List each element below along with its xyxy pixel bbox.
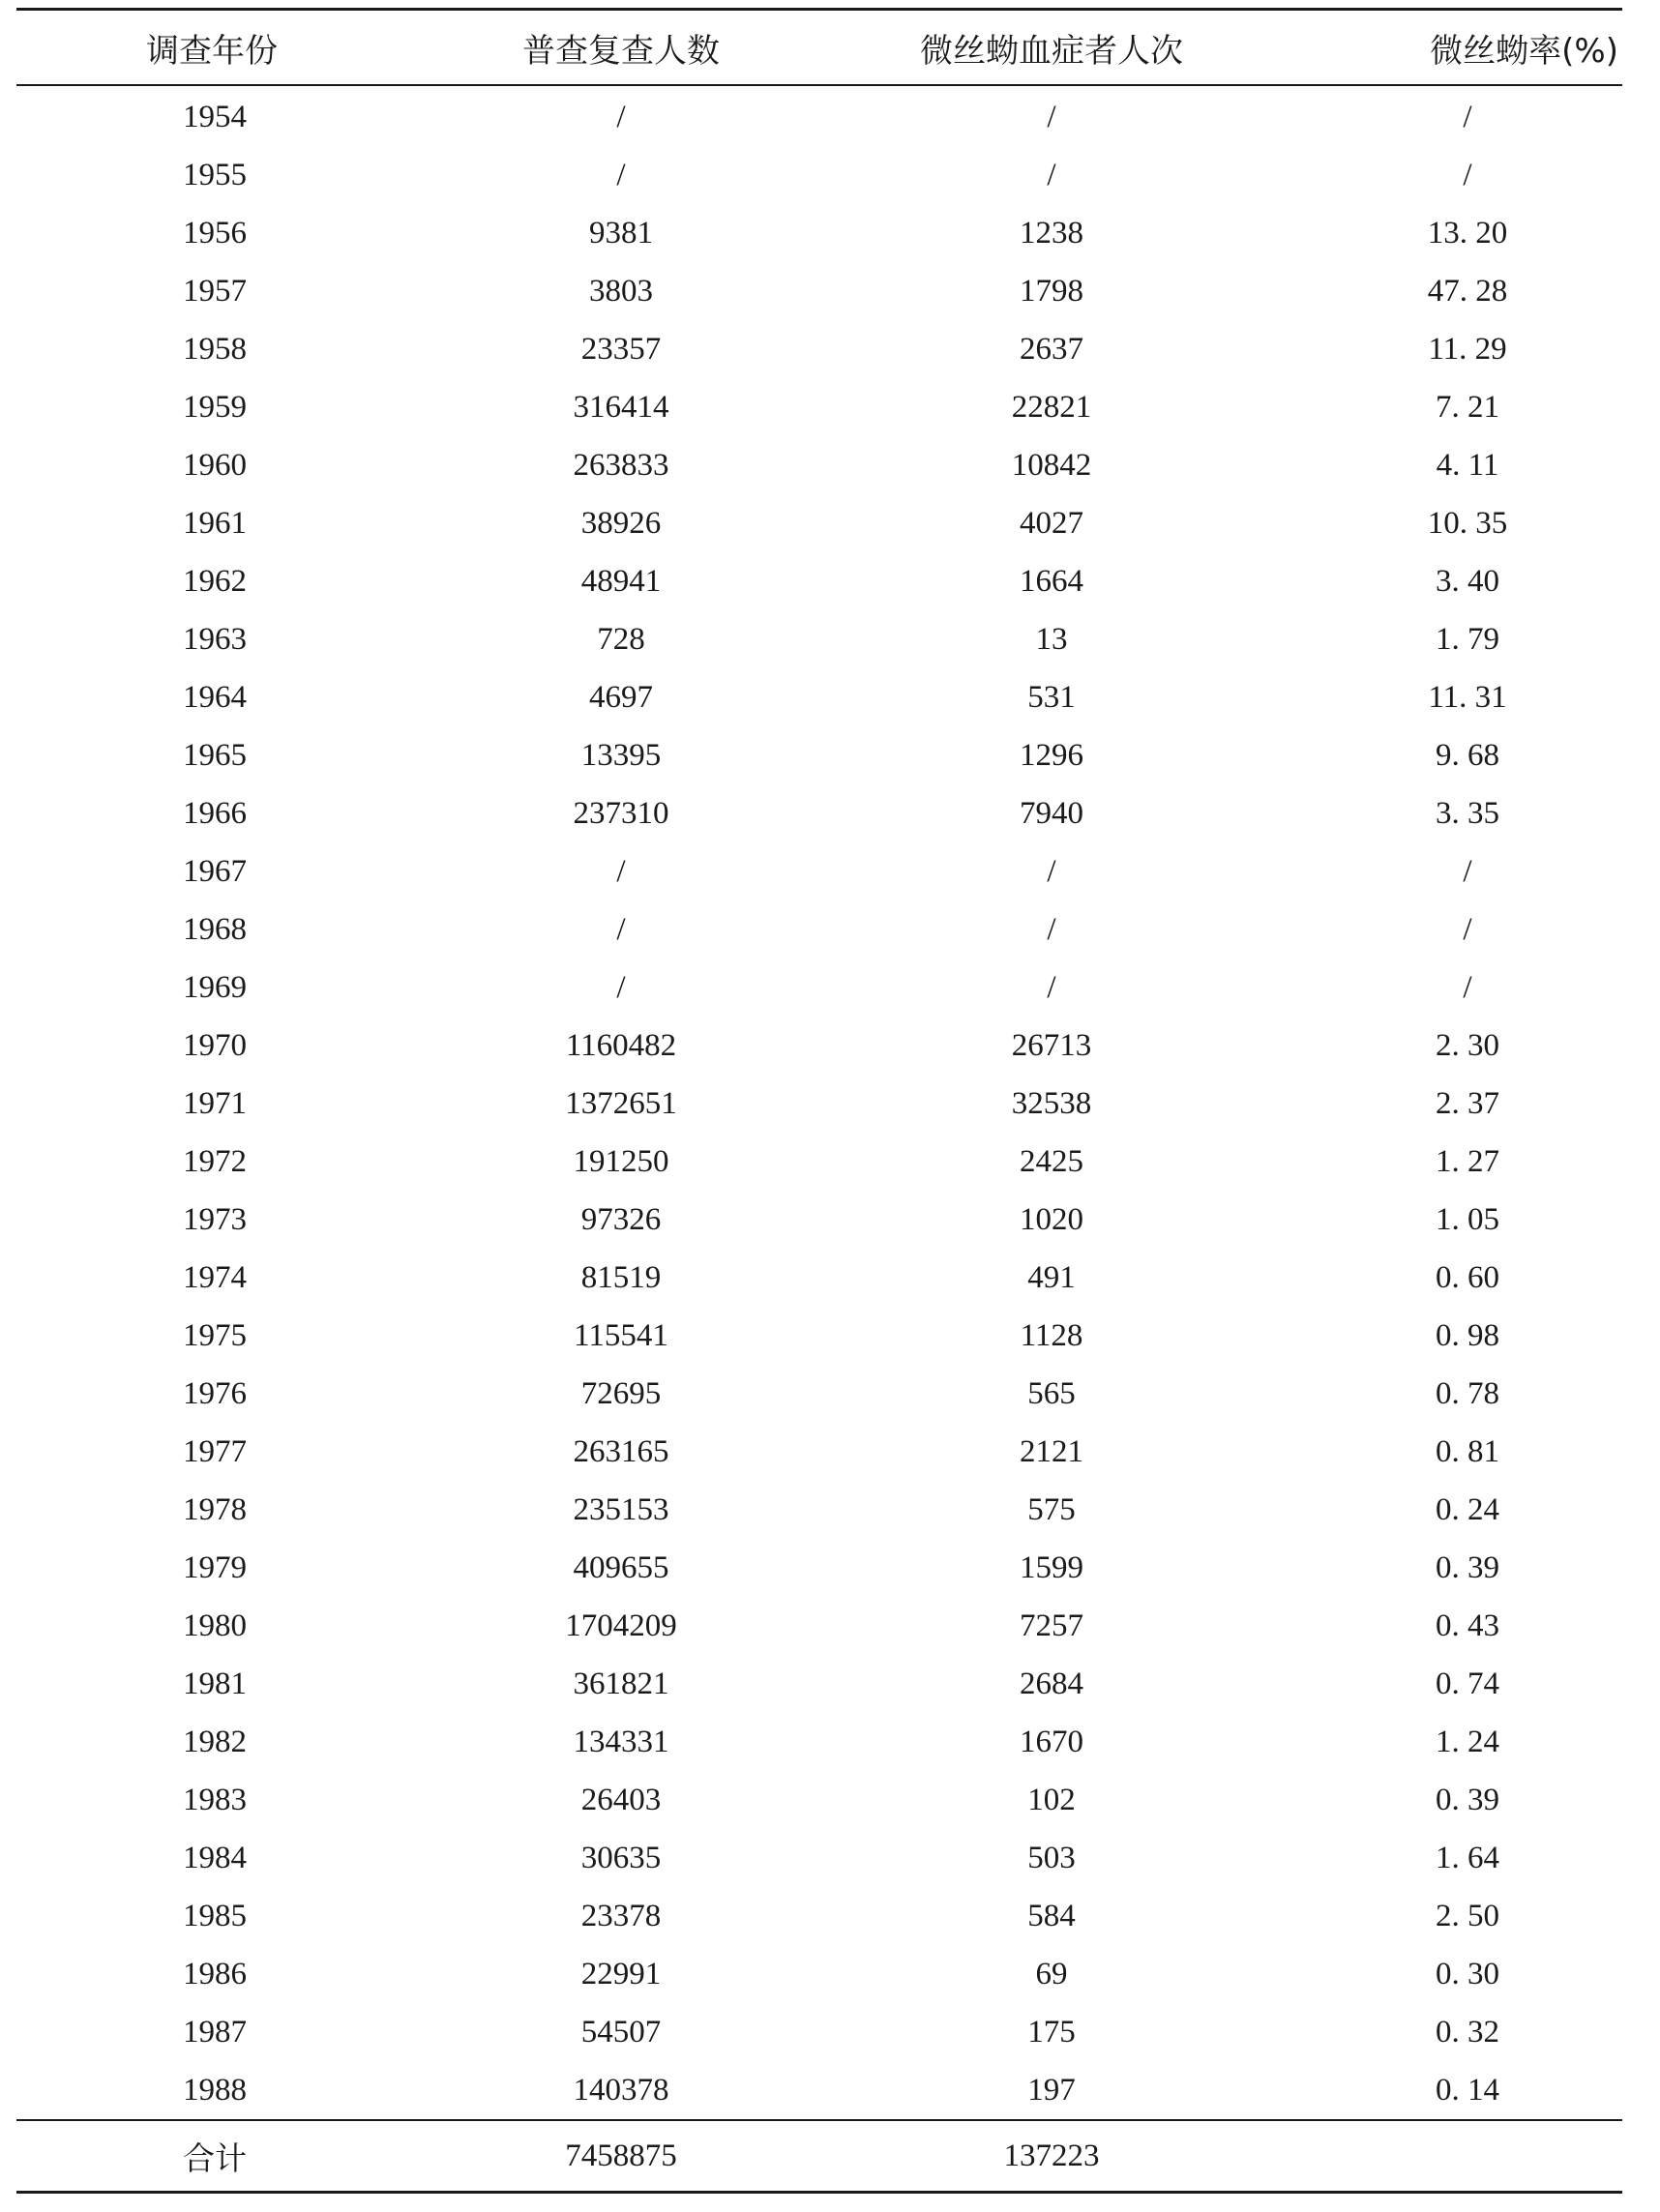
cell-microfilaria-rate: / (1463, 969, 1472, 1005)
table-footer (16, 2120, 1622, 2193)
cell-microfilaria-rate: 1. 24 (1436, 1724, 1499, 1759)
cell-microfilaremia-cases: 1664 (1020, 563, 1083, 599)
cell-microfilaremia-cases: 575 (1027, 1491, 1076, 1527)
cell-people-surveyed: 9381 (589, 215, 653, 251)
cell-people-surveyed: 81519 (580, 1259, 662, 1295)
cell-year: 1971 (183, 1085, 247, 1121)
cell-people-surveyed: / (616, 157, 626, 192)
cell-people-surveyed: 30635 (580, 1840, 662, 1875)
table-row (16, 320, 1622, 378)
table-row (16, 494, 1622, 552)
table-row (16, 378, 1622, 436)
table-row (16, 1887, 1622, 1945)
cell-people-surveyed: / (616, 969, 626, 1005)
cell-people-surveyed: 316414 (573, 389, 669, 425)
cell-people-surveyed: 13395 (580, 737, 662, 773)
cell-microfilaremia-cases: 10842 (1011, 447, 1092, 483)
table-row (16, 2061, 1622, 2120)
table-row (16, 262, 1622, 320)
cell-people-surveyed: 38926 (580, 505, 662, 541)
data-table-container (16, 8, 1622, 2194)
table-row (16, 1017, 1622, 1075)
cell-microfilaremia-cases: 1128 (1020, 1317, 1083, 1353)
table-row (16, 1133, 1622, 1191)
table-row (16, 1597, 1622, 1655)
cell-year: 1960 (183, 447, 247, 483)
cell-microfilaria-rate: / (1463, 853, 1472, 889)
table-body (16, 85, 1622, 2120)
cell-year: 1956 (183, 215, 247, 251)
cell-people-surveyed: 72695 (580, 1375, 662, 1411)
cell-people-surveyed: 140378 (573, 2072, 669, 2108)
cell-people-surveyed: 97326 (580, 1201, 662, 1237)
cell-microfilaria-rate: 0. 24 (1436, 1491, 1499, 1527)
cell-year: 1983 (183, 1782, 247, 1817)
table-row (16, 1191, 1622, 1249)
cell-microfilaria-rate: 0. 39 (1436, 1782, 1499, 1817)
cell-microfilaria-rate: 11. 31 (1428, 679, 1507, 715)
cell-people-surveyed: 361821 (573, 1666, 669, 1701)
cell-year: 1964 (183, 679, 247, 715)
table-row (16, 1771, 1622, 1829)
cell-microfilaremia-cases: 2425 (1020, 1143, 1083, 1179)
table-row (16, 784, 1622, 842)
table-row (16, 1423, 1622, 1481)
cell-year: 1958 (183, 331, 247, 367)
cell-people-surveyed: 1160482 (565, 1027, 677, 1063)
cell-year: 1978 (183, 1491, 247, 1527)
table-row (16, 436, 1622, 494)
cell-microfilaremia-cases: 69 (1035, 1956, 1068, 1991)
table-row (16, 1539, 1622, 1597)
cell-year: 1972 (183, 1143, 247, 1179)
header-row (16, 10, 1622, 86)
table-row (16, 726, 1622, 784)
cell-year: 1970 (183, 1027, 247, 1063)
cell-year: 1965 (183, 737, 247, 773)
table-row (16, 610, 1622, 668)
cell-microfilaria-rate: / (1463, 911, 1472, 947)
table-row (16, 1365, 1622, 1423)
cell-microfilaremia-cases: 565 (1027, 1375, 1076, 1411)
cell-microfilaria-rate: 1. 05 (1436, 1201, 1499, 1237)
cell-year: 1957 (183, 273, 247, 309)
cell-year: 1981 (183, 1666, 247, 1701)
cell-year: 1955 (183, 157, 247, 192)
total-microfilaria-rate (1274, 2120, 1622, 2193)
cell-microfilaria-rate: 0. 39 (1436, 1549, 1499, 1585)
cell-microfilaria-rate: 47. 28 (1427, 273, 1508, 309)
cell-people-surveyed: 22991 (580, 1956, 662, 1991)
filariasis-survey-table (16, 8, 1622, 2194)
cell-microfilaria-rate: 1. 79 (1436, 621, 1499, 657)
cell-microfilaremia-cases: / (1047, 853, 1056, 889)
table-row (16, 552, 1622, 610)
cell-microfilaria-rate: 11. 29 (1428, 331, 1507, 367)
table-row (16, 1655, 1622, 1713)
cell-people-surveyed: 1372651 (565, 1085, 677, 1121)
cell-microfilaria-rate: 0. 14 (1436, 2072, 1499, 2108)
cell-people-surveyed: 23378 (580, 1898, 662, 1933)
table-row (16, 204, 1622, 262)
cell-year: 1968 (183, 911, 247, 947)
cell-microfilaria-rate: 1. 27 (1436, 1143, 1499, 1179)
cell-people-surveyed: 48941 (580, 563, 662, 599)
total-microfilaremia-cases: 137223 (829, 2120, 1274, 2193)
table-row (16, 1481, 1622, 1539)
cell-microfilaremia-cases: 2684 (1020, 1666, 1083, 1701)
cell-year: 1986 (183, 1956, 247, 1991)
cell-microfilaremia-cases: 1798 (1020, 273, 1083, 309)
cell-microfilaremia-cases: 175 (1027, 2014, 1076, 2050)
table-row (16, 1307, 1622, 1365)
cell-microfilaremia-cases: 102 (1027, 1782, 1076, 1817)
cell-year: 1980 (183, 1607, 247, 1643)
cell-microfilaria-rate: 10. 35 (1427, 505, 1508, 541)
table-row (16, 1249, 1622, 1307)
cell-microfilaria-rate: 0. 81 (1436, 1433, 1499, 1469)
cell-microfilaremia-cases: / (1047, 157, 1056, 192)
cell-people-surveyed: / (616, 853, 626, 889)
cell-microfilaremia-cases: / (1047, 99, 1056, 134)
cell-microfilaria-rate: 0. 32 (1436, 2014, 1499, 2050)
cell-people-surveyed: 115541 (574, 1317, 668, 1353)
cell-year: 1975 (183, 1317, 247, 1353)
cell-year: 1982 (183, 1724, 247, 1759)
cell-people-surveyed: 237310 (573, 795, 669, 831)
cell-year: 1954 (183, 99, 247, 134)
cell-year: 1985 (183, 1898, 247, 1933)
table-row (16, 85, 1622, 146)
table-row (16, 2003, 1622, 2061)
cell-microfilaremia-cases: 13 (1035, 621, 1068, 657)
cell-microfilaremia-cases: 2121 (1020, 1433, 1083, 1469)
cell-microfilaria-rate: 13. 20 (1427, 215, 1508, 251)
header-microfilaremia-cases: 微丝蚴血症者人次 (829, 10, 1274, 86)
cell-microfilaria-rate: 0. 78 (1436, 1375, 1499, 1411)
header-people-surveyed: 普查复查人数 (413, 10, 829, 86)
table-row (16, 146, 1622, 204)
cell-year: 1959 (183, 389, 247, 425)
cell-people-surveyed: 134331 (573, 1724, 669, 1759)
cell-microfilaria-rate: 2. 37 (1436, 1085, 1499, 1121)
table-row (16, 1945, 1622, 2003)
cell-microfilaremia-cases: 7940 (1020, 795, 1083, 831)
cell-year: 1967 (183, 853, 247, 889)
cell-year: 1987 (183, 2014, 247, 2050)
cell-year: 1966 (183, 795, 247, 831)
cell-microfilaria-rate: 9. 68 (1436, 737, 1499, 773)
total-row (16, 2120, 1622, 2193)
cell-microfilaremia-cases: 584 (1027, 1898, 1076, 1933)
cell-year: 1988 (183, 2072, 247, 2108)
total-people-surveyed: 7458875 (413, 2120, 829, 2193)
cell-year: 1984 (183, 1840, 247, 1875)
cell-microfilaremia-cases: 531 (1027, 679, 1076, 715)
cell-microfilaremia-cases: / (1047, 969, 1056, 1005)
cell-microfilaria-rate: 0. 98 (1436, 1317, 1499, 1353)
cell-microfilaria-rate: 2. 50 (1436, 1898, 1499, 1933)
cell-microfilaria-rate: 0. 74 (1436, 1666, 1499, 1701)
cell-people-surveyed: 26403 (580, 1782, 662, 1817)
cell-microfilaremia-cases: 7257 (1020, 1607, 1083, 1643)
cell-microfilaremia-cases: 22821 (1011, 389, 1092, 425)
cell-microfilaria-rate: 1. 64 (1436, 1840, 1499, 1875)
cell-people-surveyed: 409655 (573, 1549, 669, 1585)
cell-microfilaremia-cases: 1296 (1020, 737, 1083, 773)
table-header (16, 10, 1622, 86)
cell-microfilaria-rate: / (1463, 99, 1472, 134)
table-row (16, 842, 1622, 900)
cell-microfilaria-rate: / (1463, 157, 1472, 192)
cell-microfilaremia-cases: 2637 (1020, 331, 1083, 367)
cell-year: 1976 (183, 1375, 247, 1411)
cell-microfilaria-rate: 0. 30 (1436, 1956, 1499, 1991)
cell-microfilaremia-cases: 197 (1027, 2072, 1076, 2108)
table-row (16, 1829, 1622, 1887)
cell-people-surveyed: 4697 (589, 679, 653, 715)
cell-people-surveyed: 263165 (573, 1433, 669, 1469)
cell-microfilaria-rate: 7. 21 (1436, 389, 1499, 425)
table-row (16, 959, 1622, 1017)
cell-year: 1962 (183, 563, 247, 599)
cell-microfilaremia-cases: 1670 (1020, 1724, 1083, 1759)
cell-people-surveyed: 1704209 (565, 1607, 677, 1643)
cell-microfilaremia-cases: 26713 (1011, 1027, 1092, 1063)
cell-people-surveyed: 263833 (573, 447, 669, 483)
cell-people-surveyed: 191250 (573, 1143, 669, 1179)
cell-year: 1974 (183, 1259, 247, 1295)
cell-microfilaremia-cases: 32538 (1011, 1085, 1092, 1121)
cell-people-surveyed: 54507 (580, 2014, 662, 2050)
cell-microfilaria-rate: 0. 60 (1436, 1259, 1499, 1295)
cell-people-surveyed: 728 (597, 621, 645, 657)
table-row (16, 1075, 1622, 1133)
cell-year: 1979 (183, 1549, 247, 1585)
cell-people-surveyed: / (616, 911, 626, 947)
cell-microfilaria-rate: 4. 11 (1436, 447, 1499, 483)
table-row (16, 1713, 1622, 1771)
cell-microfilaremia-cases: 4027 (1020, 505, 1083, 541)
cell-microfilaremia-cases: 503 (1027, 1840, 1076, 1875)
header-microfilaria-rate: 微丝蚴率(%) (1274, 10, 1622, 86)
cell-year: 1963 (183, 621, 247, 657)
cell-microfilaremia-cases: 1238 (1020, 215, 1083, 251)
table-row (16, 668, 1622, 726)
cell-microfilaremia-cases: 491 (1027, 1259, 1076, 1295)
cell-people-surveyed: 23357 (580, 331, 662, 367)
total-label: 合计 (16, 2120, 413, 2193)
cell-microfilaria-rate: 3. 40 (1436, 563, 1499, 599)
cell-microfilaria-rate: 2. 30 (1436, 1027, 1499, 1063)
cell-people-surveyed: 235153 (573, 1491, 669, 1527)
cell-microfilaria-rate: 3. 35 (1436, 795, 1499, 831)
cell-microfilaremia-cases: 1599 (1020, 1549, 1083, 1585)
cell-year: 1973 (183, 1201, 247, 1237)
cell-people-surveyed: 3803 (589, 273, 653, 309)
cell-microfilaremia-cases: 1020 (1020, 1201, 1083, 1237)
cell-people-surveyed: / (616, 99, 626, 134)
cell-year: 1969 (183, 969, 247, 1005)
header-survey-year: 调查年份 (16, 10, 413, 86)
cell-year: 1977 (183, 1433, 247, 1469)
cell-microfilaria-rate: 0. 43 (1436, 1607, 1499, 1643)
cell-microfilaremia-cases: / (1047, 911, 1056, 947)
table-row (16, 900, 1622, 959)
cell-year: 1961 (183, 505, 247, 541)
